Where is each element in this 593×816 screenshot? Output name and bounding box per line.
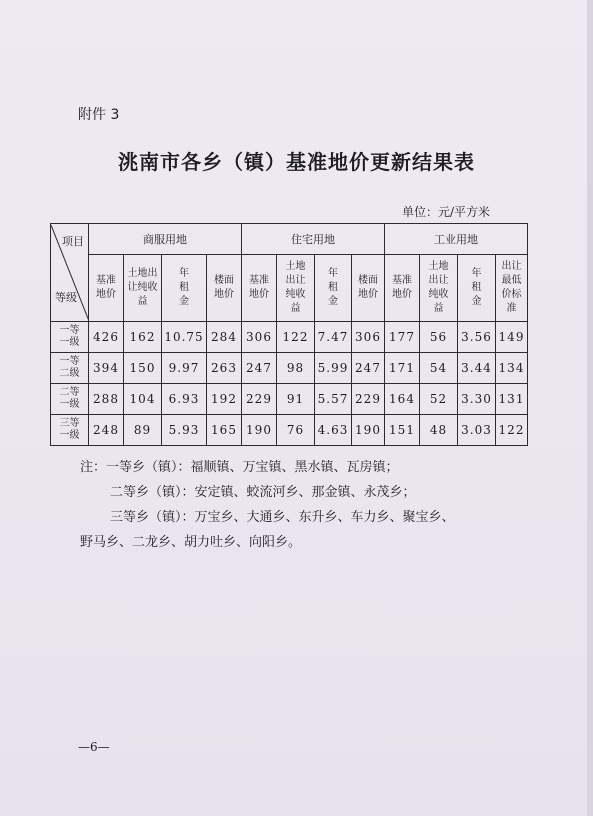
value-cell: 3.44 [458,353,496,384]
value-cell: 306 [352,322,385,353]
value-cell: 3.56 [458,322,496,353]
column-header-line: 纯收 [285,289,306,300]
column-header-line: 基准 [96,275,116,286]
column-header-line: 地价 [392,289,412,300]
note-line-3: 三等乡（镇）：万宝乡、大通乡、东升乡、车力乡、聚宝乡、 [110,510,455,525]
value-cell: 190 [242,415,277,446]
value-cell: 192 [207,384,242,415]
column-header [162,255,207,322]
column-header-line: 地价 [96,289,116,300]
column-header-line: 让纯收 [127,282,158,293]
notes [80,455,530,555]
value-cell: 122 [496,415,528,446]
column-header [207,255,242,322]
column-header-line: 金 [328,296,338,307]
column-header-line: 年 [328,268,338,279]
table-row [51,322,528,353]
column-header-line: 租 [179,282,189,293]
note-line-4: 野马乡、二龙乡、胡力吐乡、向阳乡。 [80,535,302,550]
corner-header [51,224,89,322]
value-cell: 54 [420,353,458,384]
value-cell: 91 [277,384,315,415]
column-header-line: 租 [471,282,482,293]
column-header-line: 土地 [428,261,449,272]
column-header [420,255,458,322]
column-header-line: 基准 [392,275,412,286]
value-cell: 76 [277,415,315,446]
value-cell: 98 [277,353,315,384]
value-cell: 177 [385,322,420,353]
unit-label: 单位：元/平方米 [402,205,491,219]
grade-line: 二级 [59,368,80,379]
value-cell: 247 [352,353,385,384]
value-cell: 6.93 [162,384,207,415]
column-header-line: 准 [506,303,517,314]
value-cell: 190 [352,415,385,446]
value-cell: 104 [124,384,162,415]
group-header-commercial: 商服用地 [89,224,242,255]
grade-cell [51,322,89,353]
column-header-line: 出让 [285,275,306,286]
column-header-line: 地价 [358,289,378,300]
note-line-1: 注：一等乡（镇）：福顺镇、万宝镇、黑水镇、瓦房镇； [80,460,399,475]
grade-cell [51,415,89,446]
table-row [51,353,528,384]
column-header-line: 楼面 [214,275,234,286]
value-cell: 131 [496,384,528,415]
column-header-line: 最低 [501,275,522,286]
grade-line: 一级 [59,430,80,441]
value-cell: 394 [89,353,124,384]
value-cell: 426 [89,322,124,353]
column-header-line: 益 [433,303,444,314]
column-header [277,255,315,322]
column-header-line: 价标 [501,289,522,300]
page-number: —6— [78,740,110,754]
value-cell: 122 [277,322,315,353]
column-header-line: 金 [471,296,482,307]
value-cell: 306 [242,322,277,353]
value-cell: 48 [420,415,458,446]
note-line-2: 二等乡（镇）：安定镇、蛟流河乡、那金镇、永茂乡； [110,485,416,500]
value-cell: 149 [496,322,528,353]
value-cell: 52 [420,384,458,415]
table-body [51,322,528,446]
value-cell: 288 [89,384,124,415]
column-header-line: 地价 [214,289,234,300]
column-header-line: 年 [179,268,189,279]
column-header-line: 出让 [501,261,522,272]
value-cell: 229 [352,384,385,415]
grade-line: 二等 [59,387,80,398]
column-header-line: 年 [471,268,482,279]
value-cell: 150 [124,353,162,384]
grade-line: 一级 [59,399,80,410]
column-header-line: 地价 [249,289,269,300]
value-cell: 247 [242,353,277,384]
land-price-table [50,223,528,446]
value-cell: 165 [207,415,242,446]
value-cell: 3.03 [458,415,496,446]
grade-line: 一等 [59,356,80,367]
column-header-line: 益 [290,303,301,314]
grade-line: 三等 [59,418,80,429]
column-header-line: 土地 [285,261,306,272]
grade-cell [51,353,89,384]
value-cell: 162 [124,322,162,353]
value-cell: 248 [89,415,124,446]
value-cell: 89 [124,415,162,446]
value-cell: 284 [207,322,242,353]
column-header [242,255,277,322]
corner-item-label: 项目 [62,234,84,248]
subheader-row [51,255,528,322]
grade-line: 一等 [59,325,80,336]
value-cell: 10.75 [162,322,207,353]
column-header [352,255,385,322]
column-header-line: 纯收 [428,289,449,300]
column-header-line: 租 [328,282,338,293]
column-header-line: 益 [137,296,148,307]
value-cell: 229 [242,384,277,415]
column-header [458,255,496,322]
column-header-line: 基准 [249,275,269,286]
column-header-line: 楼面 [358,275,378,286]
group-header-industrial: 工业用地 [385,224,528,255]
attachment-label: 附件 3 [78,107,120,123]
value-cell: 5.99 [315,353,352,384]
table-row [51,415,528,446]
value-cell: 263 [207,353,242,384]
column-header [89,255,124,322]
value-cell: 134 [496,353,528,384]
grade-cell [51,384,89,415]
column-header [385,255,420,322]
column-header-line: 金 [179,296,189,307]
corner-grade-label: 等级 [55,290,77,304]
value-cell: 3.30 [458,384,496,415]
column-header-line: 出让 [428,275,449,286]
value-cell: 9.97 [162,353,207,384]
value-cell: 5.93 [162,415,207,446]
value-cell: 5.57 [315,384,352,415]
column-header-line: 土地出 [127,268,158,279]
value-cell: 164 [385,384,420,415]
value-cell: 56 [420,322,458,353]
value-cell: 171 [385,353,420,384]
table-row [51,384,528,415]
column-header [496,255,528,322]
page-edge [587,0,593,816]
grade-line: 一级 [59,337,80,348]
value-cell: 4.63 [315,415,352,446]
group-header-residential: 住宅用地 [242,224,385,255]
column-header [124,255,162,322]
value-cell: 151 [385,415,420,446]
value-cell: 7.47 [315,322,352,353]
column-header [315,255,352,322]
document-title: 洮南市各乡（镇）基准地价更新结果表 [118,150,475,174]
